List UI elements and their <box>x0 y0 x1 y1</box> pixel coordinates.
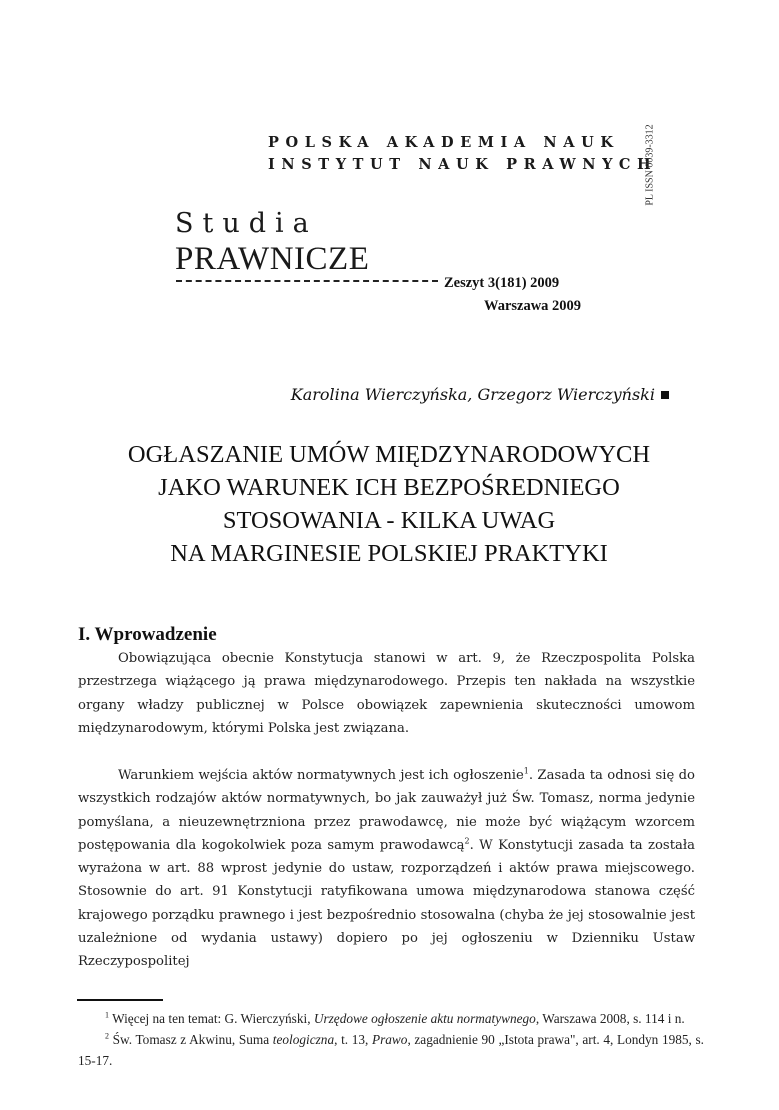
institute-name: INSTYTUT NAUK PRAWNYCH <box>268 156 658 173</box>
title-line: STOSOWANIA - KILKA UWAG <box>222 507 556 534</box>
footnote-number: 1 <box>105 1010 109 1020</box>
academy-name: POLSKA AKADEMIA NAUK <box>268 134 620 151</box>
issn-label: PL ISSN 0039-3312 <box>644 124 656 206</box>
footnote-ref-1[interactable]: 1 <box>523 766 529 776</box>
title-line: OGŁASZANIE UMÓW MIĘDZYNARODOWYCH <box>127 441 651 468</box>
place-year: Warszawa 2009 <box>484 298 582 314</box>
footnote-separator <box>77 999 163 1001</box>
footnote-text: , Warszawa 2008, s. 114 i n. <box>535 1011 685 1026</box>
black-square-icon <box>661 391 669 399</box>
paragraph-2 <box>78 764 695 974</box>
footnote-text: , t. 13, <box>334 1032 372 1047</box>
footnote-ref-2[interactable]: 2 <box>464 836 470 846</box>
issue-number: Zeszyt 3(181) 2009 <box>444 275 560 291</box>
paragraph-text: Obowiązująca obecnie Konstytucja stanowi w art. 9, że Rzeczpospolita Polska przestrzega wiążącego ją prawa międzynarodowego. Przepis ten nakłada na wszystkie organy władzy publicznej w Polsce obowiązek zapewnienia skuteczności umowom międzynarodowym, którymi Polska jest związana. <box>78 651 695 736</box>
paragraph-segment: Warunkiem wejścia aktów normatywnych jest ich ogłoszenie <box>118 768 524 783</box>
title-line: JAKO WARUNEK ICH BEZPOŚREDNIEGO <box>158 474 620 501</box>
journal-title-prawnicze: PRAWNICZE <box>175 241 370 277</box>
footnote-italic: teologiczna <box>272 1032 335 1047</box>
article-authors <box>291 385 669 404</box>
footnote-italic: Prawo <box>371 1032 408 1047</box>
section-heading: I. Wprowadzenie <box>78 624 217 645</box>
footnote-text: , zagadnienie 90 „Istota prawa", art. 4, Londyn 1985, s. 15-17. <box>78 1032 704 1068</box>
dashed-divider <box>176 280 438 282</box>
footnote-text: Więcej na ten temat: G. Wierczyński, <box>112 1011 314 1026</box>
footnote-2 <box>78 1029 704 1071</box>
footnote-1 <box>78 1008 704 1029</box>
footnotes <box>78 1008 704 1071</box>
authors-text: Karolina Wierczyńska, Grzegorz Wierczyński <box>290 385 655 404</box>
paragraph-text <box>78 764 695 974</box>
paragraph-segment: . Zasada ta odnosi się do wszystkich rodzajów aktów normatywnych, bo jak zauważył już Św. Tomasz, norma jedynie pomyślana, a nieuzewnętrzniona przez prawodawcę, nie może być wiążącym wzorcem postępowania dla kogokolwiek poza samym prawodawcą <box>78 768 695 853</box>
journal-title-studia: Studia <box>175 208 318 239</box>
title-line: NA MARGINESIE POLSKIEJ PRAKTYKI <box>170 540 608 567</box>
paragraph-segment: . W Konstytucji zasada ta została wyrażona w art. 88 wprost jedynie do ustaw, rozporządzeń i aktów prawa miejscowego. Stosownie do art. 91 Konstytucji ratyfikowana umowa międzynarodowa stanowa część krajowego porządku prawnego i jest bezpośrednio stosowalna (chyba że jej stosowalnie jest uzależnione od wydania ustawy) dopiero po jej ogłoszeniu w Dzienniku Ustaw Rzeczypospolitej <box>78 837 695 970</box>
article-title <box>60 438 718 570</box>
footnote-italic: Urzędowe ogłoszenie aktu normatywnego <box>313 1011 536 1026</box>
footnote-text: Św. Tomasz z Akwinu, Suma <box>112 1032 273 1047</box>
footnote-number: 2 <box>105 1031 109 1041</box>
paragraph-1 <box>78 647 695 740</box>
